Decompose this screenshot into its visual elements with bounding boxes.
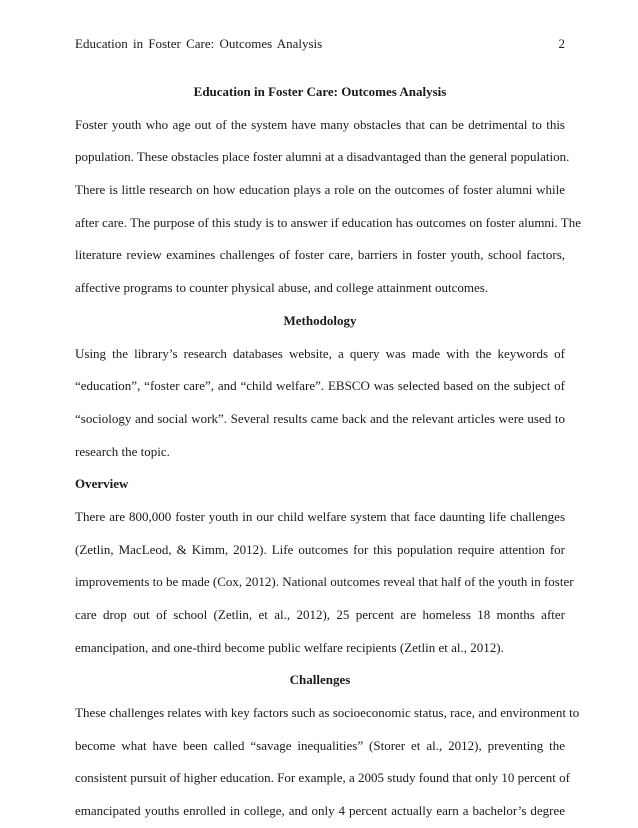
overview-line: (Zetlin, MacLeod, & Kimm, 2012). Life outcomes for this population require attention for: [75, 541, 565, 557]
intro-line: population. These obstacles place foster alumni at a disadvantaged than the general population.: [75, 149, 570, 165]
overview-heading: Overview: [75, 476, 129, 492]
overview-line: emancipation, and one-third become public welfare recipients (Zetlin et al., 2012).: [75, 639, 504, 655]
running-head: Education in Foster Care: Outcomes Analysis: [75, 36, 323, 51]
document-title: Education in Foster Care: Outcomes Analysis: [193, 84, 447, 99]
challenges-line: become what have been called “savage inequalities” (Storer et al., 2012), preventing the: [75, 737, 565, 753]
intro-line: affective programs to counter physical abuse, and college attainment outcomes.: [75, 280, 489, 296]
methodology-line: “education”, “foster care”, and “child welfare”. EBSCO was selected based on the subject of: [75, 378, 565, 394]
overview-line: care drop out of school (Zetlin, et al., 2012), 25 percent are homeless 18 months after: [75, 607, 565, 622]
intro-line: There is little research on how education plays a role on the outcomes of foster alumni while: [75, 182, 565, 198]
challenges-line: consistent pursuit of higher education. For example, a 2005 study found that only 10 percent of: [75, 770, 570, 786]
challenges-line: emancipated youths enrolled in college, and only 4 percent actually earn a bachelor’s degree: [75, 803, 565, 819]
methodology-line: “sociology and social work”. Several results came back and the relevant articles were used to: [75, 410, 565, 426]
intro-line: after care. The purpose of this study is to answer if education has outcomes on foster alumni. The: [75, 214, 582, 230]
page-number: 2: [558, 36, 565, 51]
intro-line: literature review examines challenges of foster care, barriers in foster youth, school factors,: [75, 247, 565, 263]
challenges-heading: Challenges: [289, 672, 351, 688]
methodology-line: Using the library’s research databases website, a query was made with the keywords of: [75, 345, 565, 361]
overview-line: improvements to be made (Cox, 2012). National outcomes reveal that half of the youth in foster: [75, 574, 574, 590]
methodology-line: research the topic.: [75, 443, 170, 459]
overview-line: There are 800,000 foster youth in our child welfare system that face daunting life challenges: [75, 508, 565, 524]
methodology-heading: Methodology: [283, 312, 357, 328]
challenges-line: These challenges relates with key factors such as socioeconomic status, race, and environment to: [75, 705, 580, 721]
document-body: [75, 76, 582, 828]
intro-line: Foster youth who age out of the system have many obstacles that can be detrimental to this: [75, 116, 565, 132]
